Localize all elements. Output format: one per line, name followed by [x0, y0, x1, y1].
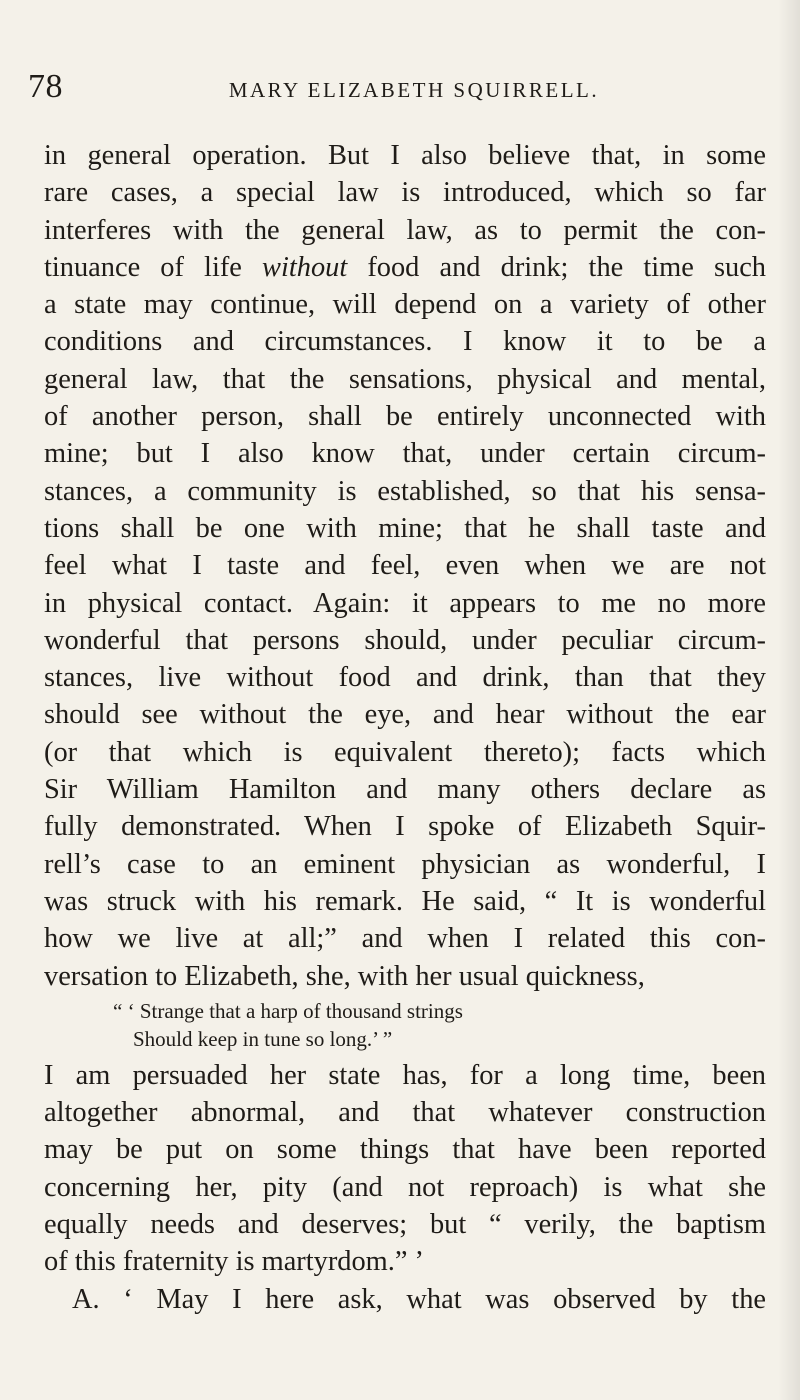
text-line: equally needs and deserves; but “ verily, the baptism — [44, 1209, 766, 1241]
text-line: I am persuaded her state has, for a long time, been — [44, 1059, 766, 1091]
text-line: fully demonstrated. When I spoke of Elizabeth Squir- — [44, 811, 766, 843]
text-line-with-italic — [44, 249, 766, 286]
text-line: how we live at all;” and when I related this con- — [44, 923, 766, 955]
page-number: 78 — [28, 68, 63, 105]
text-line: was struck with his remark. He said, “ It is wonderful — [44, 885, 766, 917]
italic-word: without — [262, 251, 348, 283]
text-segment: food and drink; the time such — [347, 251, 766, 283]
text-line: in general operation. But I also believe that, in some — [44, 140, 766, 171]
text-line: interferes with the general law, as to permit the con- — [44, 214, 766, 246]
text-line: stances, live without food and drink, than that they — [44, 662, 766, 694]
text-line: versation to Elizabeth, she, with her usual quickness, — [44, 960, 645, 992]
text-segment: tinuance of life — [44, 251, 263, 283]
text-line: mine; but I also know that, under certain circum- — [44, 438, 766, 470]
text-line: (or that which is equivalent thereto); facts which — [44, 736, 766, 768]
text-line: general law, that the sensations, physical and mental, — [44, 363, 766, 395]
text-line: A. ‘ May I here ask, what was observed by the — [72, 1283, 766, 1315]
text-line: altogether abnormal, and that whatever construction — [44, 1097, 766, 1129]
text-line: should see without the eye, and hear without the ear — [44, 699, 766, 731]
text-line: Sir William Hamilton and many others declare as — [44, 774, 766, 806]
text-line: of this fraternity is martyrdom.” ’ — [44, 1246, 425, 1278]
text-line: of another person, shall be entirely unconnected with — [44, 401, 766, 433]
page-header — [28, 68, 760, 108]
text-line: conditions and circumstances. I know it to be a — [44, 326, 766, 358]
text-line: a state may continue, will depend on a variety of other — [44, 289, 766, 321]
verse-line: “ ‘ Strange that a harp of thousand strings — [113, 998, 463, 1023]
text-line: in physical contact. Again: it appears to me no more — [44, 587, 766, 619]
text-line: may be put on some things that have been reported — [44, 1134, 766, 1166]
text-line: tions shall be one with mine; that he shall taste and — [44, 512, 766, 544]
body-text — [44, 137, 766, 1318]
text-line: concerning her, pity (and not reproach) is what she — [44, 1171, 766, 1203]
verse-line: Should keep in tune so long.’ ” — [133, 1026, 393, 1051]
text-line: stances, a community is established, so that his sensa- — [44, 475, 766, 507]
page-edge-shadow — [778, 0, 800, 1400]
text-line: rell’s case to an eminent physician as wonderful, I — [44, 848, 766, 880]
text-line: wonderful that persons should, under peculiar circum- — [44, 624, 766, 656]
text-line: rare cases, a special law is introduced, which so far — [44, 177, 766, 209]
text-line: feel what I taste and feel, even when we are not — [44, 550, 766, 582]
running-head: MARY ELIZABETH SQUIRRELL. — [228, 78, 600, 102]
